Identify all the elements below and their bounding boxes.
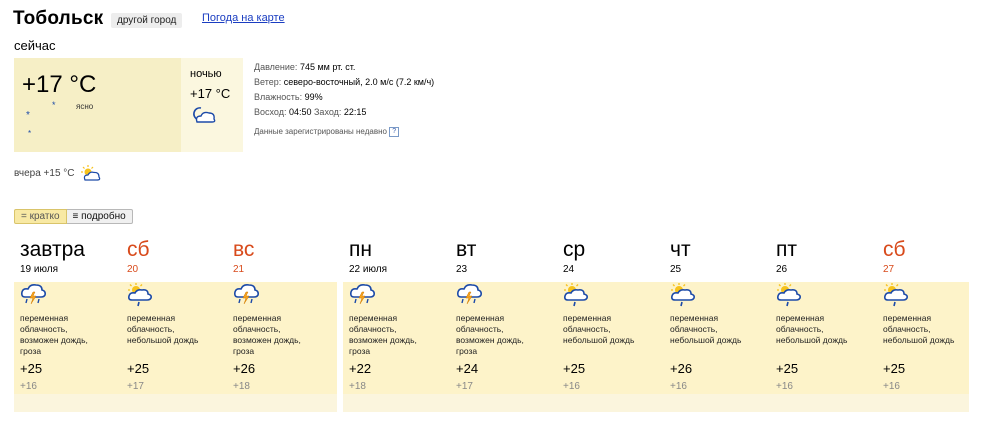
forecast-description-line: возможен дождь, [233, 335, 301, 345]
forecast-day [127, 240, 227, 392]
weather-details [254, 60, 434, 139]
forecast-day-name: завтра [20, 238, 85, 261]
forecast-day [233, 240, 333, 392]
forecast-description-line: облачность, [456, 324, 504, 334]
forecast-day-name: чт [670, 238, 691, 261]
forecast-description-line: возможен дождь, [20, 335, 88, 345]
svg-text:*: * [52, 100, 56, 110]
forecast-description-line: облачность, [670, 324, 718, 334]
forecast-low-temp: +16 [563, 381, 580, 392]
forecast-description-line: переменная [20, 313, 69, 323]
forecast-high-temp: +25 [127, 361, 150, 376]
thunderstorm-icon [456, 283, 556, 309]
forecast-description [20, 313, 120, 361]
forecast-day-date: 23 [456, 264, 468, 275]
wind-label: Ветер: [254, 77, 284, 87]
view-detailed-button[interactable]: ≡ подробно [67, 209, 133, 224]
forecast-day-date: 27 [883, 264, 895, 275]
forecast-day-date: 24 [563, 264, 575, 275]
forecast-description [670, 313, 770, 361]
sun-rain-icon [883, 283, 983, 309]
forecast-high-temp: +25 [883, 361, 906, 376]
forecast-description-line: небольшой дождь [883, 335, 955, 345]
forecast-description [776, 313, 876, 361]
svg-text:*: * [26, 110, 30, 121]
forecast-day-date: 22 июля [349, 264, 388, 275]
forecast-description-line: переменная [349, 313, 398, 323]
forecast-description-line: переменная [883, 313, 932, 323]
sunrise-value: 04:50 [288, 107, 312, 117]
clear-night-icon [24, 100, 64, 138]
night-label: ночью [190, 68, 222, 80]
forecast-low-temp: +17 [456, 381, 473, 392]
forecast-low-band-week [343, 394, 969, 412]
forecast-day [883, 240, 983, 392]
forecast-day [349, 240, 449, 392]
forecast-description-line: облачность, [349, 324, 397, 334]
thunderstorm-icon [233, 283, 333, 309]
forecast-day [670, 240, 770, 392]
forecast-day-name: вт [456, 238, 477, 261]
forecast-description-line: небольшой дождь [670, 335, 742, 345]
forecast-low-temp: +18 [349, 381, 366, 392]
forecast-description-line: переменная [563, 313, 612, 323]
forecast-low-temp: +16 [20, 381, 37, 392]
forecast-description [127, 313, 227, 361]
forecast-high-temp: +24 [456, 361, 479, 376]
sun-rain-icon [776, 283, 876, 309]
forecast-day-date: 20 [127, 264, 139, 275]
humidity-value: 99% [304, 92, 323, 102]
forecast-description-line: небольшой дождь [776, 335, 848, 345]
forecast-description-line: переменная [233, 313, 282, 323]
forecast-high-temp: +25 [20, 361, 43, 376]
forecast-description [883, 313, 983, 361]
sun-rain-icon [563, 283, 663, 309]
forecast-description-line: гроза [349, 346, 371, 356]
forecast-description [233, 313, 333, 361]
sunrise-label: Восход: [254, 107, 289, 117]
forecast-description-line: переменная [670, 313, 719, 323]
forecast-high-temp: +26 [670, 361, 693, 376]
forecast-description-line: облачность, [233, 324, 281, 334]
forecast-description-line: гроза [20, 346, 42, 356]
forecast-day-name: вс [233, 238, 255, 261]
city-title: Тобольск [13, 8, 104, 29]
weather-map-link[interactable]: Погода на карте [202, 12, 285, 24]
forecast-low-temp: +16 [776, 381, 793, 392]
forecast-day-date: 26 [776, 264, 788, 275]
view-toggle [14, 209, 133, 224]
yesterday-text: вчера +15 °C [14, 167, 75, 179]
current-condition: ясно [76, 102, 94, 111]
forecast-low-temp: +17 [127, 381, 144, 392]
registered-note: Данные зарегистрированы недавно [254, 127, 387, 136]
forecast-day-date: 19 июля [20, 264, 59, 275]
thunderstorm-icon [20, 283, 120, 309]
thunderstorm-icon [349, 283, 449, 309]
wind-value: северо-восточный, 2.0 м/с (7.2 км/ч) [283, 77, 435, 87]
night-cloud-icon [191, 104, 217, 124]
forecast-description-line: облачность, [883, 324, 931, 334]
forecast-description [563, 313, 663, 361]
now-label: сейчас [14, 38, 56, 53]
help-icon[interactable]: ? [389, 127, 399, 137]
forecast-description-line: гроза [456, 346, 478, 356]
forecast-low-temp: +16 [670, 381, 687, 392]
forecast-description [456, 313, 556, 361]
forecast-day-name: сб [883, 238, 906, 261]
humidity-label: Влажность: [254, 92, 305, 102]
forecast-description-line: возможен дождь, [456, 335, 524, 345]
forecast-low-temp: +18 [233, 381, 250, 392]
sun-rain-icon [670, 283, 770, 309]
forecast-high-temp: +26 [233, 361, 256, 376]
forecast-description-line: небольшой дождь [127, 335, 199, 345]
forecast-day-date: 25 [670, 264, 682, 275]
forecast-day-name: пн [349, 238, 372, 261]
forecast-description-line: переменная [127, 313, 176, 323]
view-short-button[interactable]: = кратко [14, 209, 67, 224]
forecast-description-line: облачность, [776, 324, 824, 334]
sun-rain-icon [127, 283, 227, 309]
forecast-day-name: пт [776, 238, 797, 261]
forecast-day [776, 240, 876, 392]
forecast-day [563, 240, 663, 392]
forecast-description-line: облачность, [563, 324, 611, 334]
forecast-description-line: переменная [776, 313, 825, 323]
pressure-label: Давление: [254, 62, 300, 72]
forecast-high-temp: +25 [563, 361, 586, 376]
forecast-day [20, 240, 120, 392]
other-city-button[interactable]: другой город [111, 13, 182, 28]
pressure-value: 745 мм рт. ст. [299, 62, 356, 72]
forecast-description-line: возможен дождь, [349, 335, 417, 345]
forecast-description-line: облачность, [127, 324, 175, 334]
forecast-high-temp: +22 [349, 361, 372, 376]
forecast-description-line: небольшой дождь [563, 335, 635, 345]
forecast-day-date: 21 [233, 264, 245, 275]
forecast-high-temp: +25 [776, 361, 799, 376]
forecast-day-name: сб [127, 238, 150, 261]
night-temperature: +17 °C [190, 86, 231, 101]
svg-text:*: * [28, 129, 32, 138]
current-temperature: +17 °C [22, 71, 97, 98]
forecast-day [456, 240, 556, 392]
yesterday-weather [14, 165, 101, 181]
forecast-description-line: облачность, [20, 324, 68, 334]
sun-cloud-icon [81, 165, 101, 181]
sunset-value: 22:15 [343, 107, 367, 117]
forecast-description [349, 313, 449, 361]
forecast-low-band-weekend [14, 394, 337, 412]
forecast-description-line: переменная [456, 313, 505, 323]
forecast-day-name: ср [563, 238, 586, 261]
sunset-label: Заход: [311, 107, 344, 117]
forecast-description-line: гроза [233, 346, 255, 356]
forecast-low-temp: +16 [883, 381, 900, 392]
